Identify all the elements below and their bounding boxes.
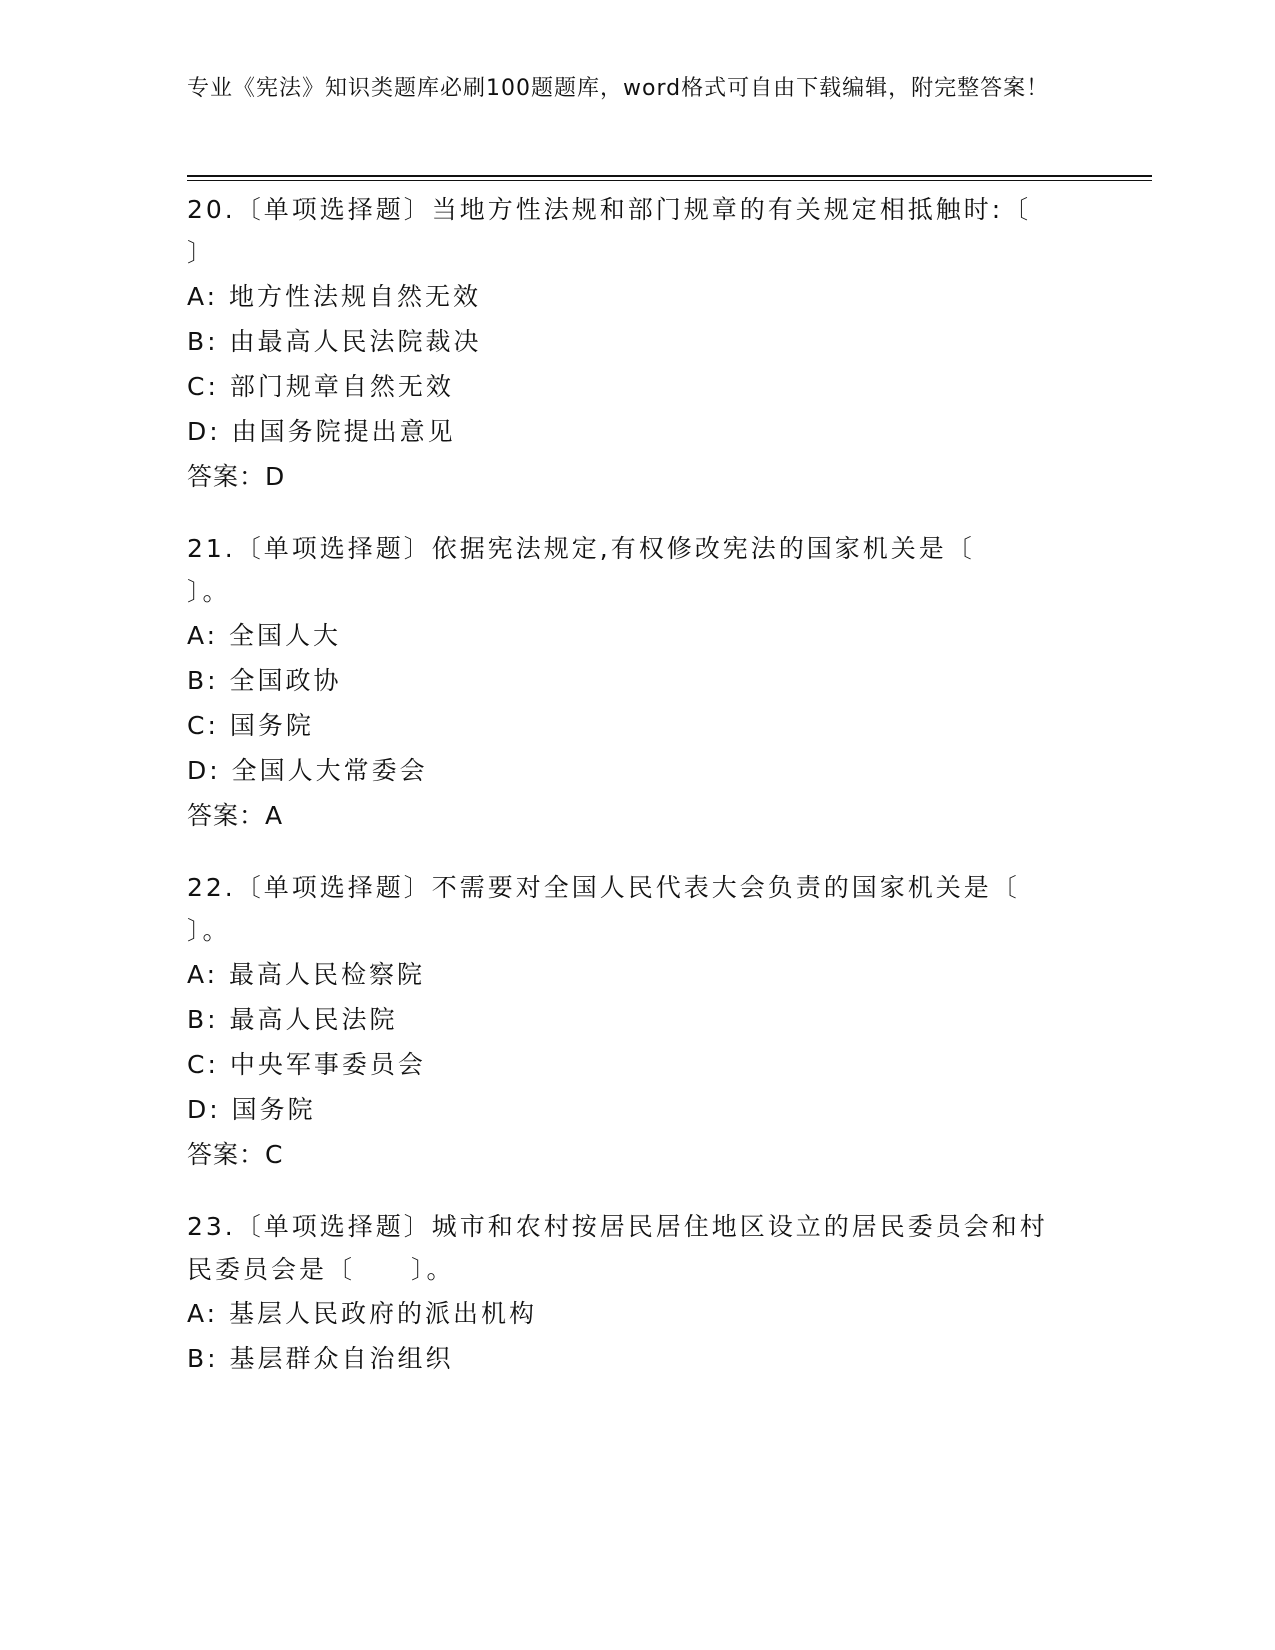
question-20 [187, 188, 1088, 499]
option-b: B: 最高人民法院 [187, 1005, 398, 1034]
answer: 答案：A [187, 801, 284, 830]
option-b: B: 由最高人民法院裁决 [187, 327, 482, 356]
question-stem: 21.〔单项选择题〕依据宪法规定,有权修改宪法的国家机关是〔 〕。 [187, 534, 1031, 606]
option-a: A: 最高人民检察院 [187, 960, 426, 989]
option-a: A: 基层人民政府的派出机构 [187, 1299, 538, 1328]
option-c: C: 中央军事委员会 [187, 1050, 426, 1079]
option-d: D: 全国人大常委会 [187, 756, 428, 785]
header-divider [187, 175, 1152, 181]
question-23 [187, 1205, 1067, 1381]
question-stem: 23.〔单项选择题〕城市和农村按居民居住地区设立的居民委员会和村民委员会是〔 〕。 [187, 1212, 1048, 1284]
option-d: D: 国务院 [187, 1095, 316, 1124]
option-c: C: 国务院 [187, 711, 314, 740]
option-a: A: 全国人大 [187, 621, 342, 650]
option-c: C: 部门规章自然无效 [187, 372, 454, 401]
question-22 [187, 866, 1076, 1177]
question-21 [187, 527, 1067, 838]
option-d: D: 由国务院提出意见 [187, 417, 456, 446]
question-stem: 22.〔单项选择题〕不需要对全国人民代表大会负责的国家机关是〔 〕。 [187, 873, 1076, 945]
question-stem: 20.〔单项选择题〕当地方性法规和部门规章的有关规定相抵触时:〔 〕 [187, 195, 1088, 267]
option-b: B: 全国政协 [187, 666, 342, 695]
answer: 答案：C [187, 1140, 284, 1169]
option-b: B: 基层群众自治组织 [187, 1344, 454, 1373]
answer: 答案：D [187, 462, 286, 491]
question-list [187, 188, 1088, 1409]
header-text: 专业《宪法》知识类题库必刷100题题库，word格式可自由下载编辑，附完整答案！ [187, 76, 1050, 101]
option-a: A: 地方性法规自然无效 [187, 282, 482, 311]
